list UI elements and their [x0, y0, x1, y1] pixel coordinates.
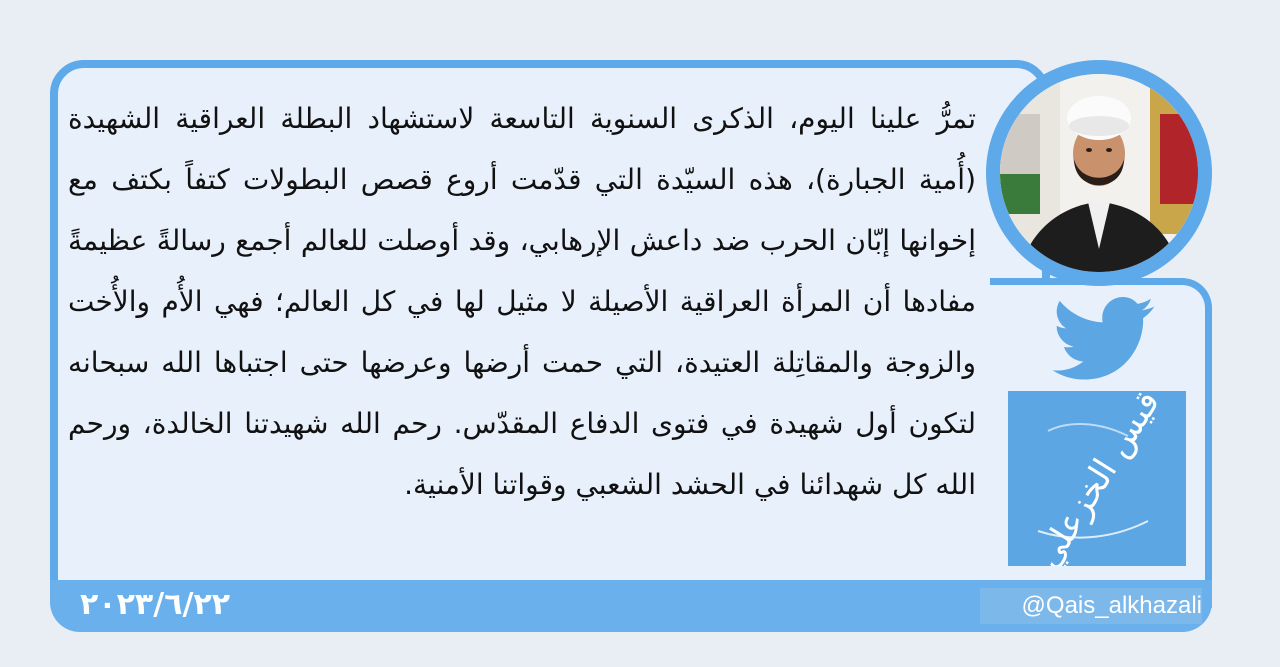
avatar[interactable]	[1000, 74, 1198, 272]
signature-text: قيس الخزعلي	[1027, 391, 1169, 566]
post-text: تمرُّ علينا اليوم، الذكرى السنوية التاسعة لاستشهاد البطلة العراقية الشهيدة (أُمية الجبارة)، هذه السيّدة التي قدّمت أروع قصص البطولات كتفاً بكتف مع إخوانها إبّان الحرب ضد داعش الإرهابي، وقد أوصلت للعالم أجمع رسالةً عظيمةً مفادها أن المرأة العراقية الأصيلة لا مثيل لها في كل العالم؛ فهي الأُم والأُخت والزوجة والمقاتِلة العتيدة، التي حمت أرضها وعرضها حتى اجتباها الله سبحانه لتكون أول شهيدة في فتوى الدفاع المقدّس. رحم الله شهيدتنا الخالدة، ورحم الله كل شهدائنا في الحشد الشعبي وقواتنا الأمنية.	[68, 102, 976, 501]
twitter-bird-icon	[1052, 297, 1156, 383]
calligraphy-signature	[1008, 391, 1186, 566]
avatar-image	[1000, 74, 1198, 272]
post-date: ٢٠٢٣/٦/٢٢	[80, 587, 231, 622]
twitter-bird-icon	[1052, 297, 1156, 383]
account-handle[interactable]: @Qais_alkhazali	[980, 588, 1202, 624]
signature-image	[1008, 391, 1186, 566]
